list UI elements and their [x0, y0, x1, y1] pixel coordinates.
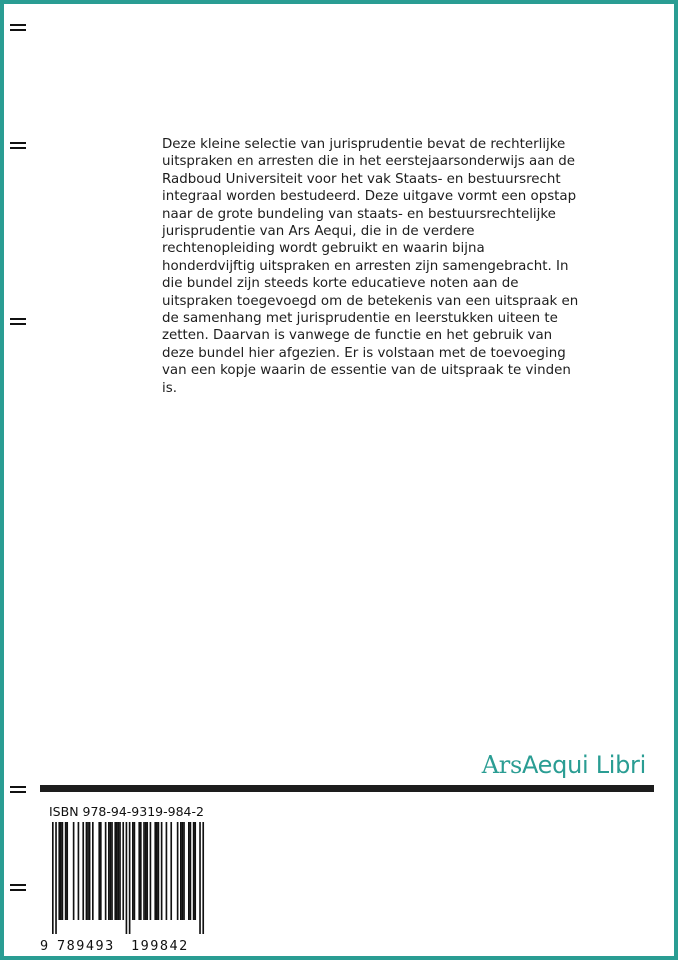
barcode-bar	[140, 822, 142, 920]
isbn-label: ISBN 978-94-9319-984-2	[49, 804, 204, 819]
barcode-bar	[138, 822, 140, 920]
blurb-line: jurisprudentie van Ars Aequi, die in de verdere	[162, 224, 475, 240]
barcode-bar	[105, 822, 107, 920]
blurb-line: die bundel zijn steeds korte educatieve noten aan de	[162, 276, 519, 292]
barcode-bar	[150, 822, 152, 920]
barcode-bar	[156, 822, 158, 920]
publisher-logo-libri: Aequi Libri	[521, 751, 646, 779]
barcode-bar	[199, 822, 201, 934]
blurb-line: is.	[162, 380, 177, 396]
barcode-bar	[52, 822, 54, 934]
barcode-bar	[194, 822, 196, 920]
barcode-bar	[62, 822, 64, 920]
blurb-line: Radboud Universiteit voor het vak Staats- en bestuursrecht	[162, 171, 561, 187]
barcode-bar	[58, 822, 60, 920]
barcode-bar	[65, 822, 67, 920]
blurb-line: naar de grote bundeling van staats- en bestuursrechtelijke	[162, 206, 556, 222]
barcode-bar	[146, 822, 148, 920]
barcode-bar	[86, 822, 88, 920]
barcode-bar	[180, 822, 182, 920]
barcode-bar	[190, 822, 192, 920]
crop-mark	[10, 142, 26, 149]
barcode-bar	[110, 822, 112, 920]
publisher-logo-ars: Ars	[481, 751, 522, 779]
barcode-bar	[170, 822, 172, 920]
blurb-line: uitspraken toegevoegd om de betekenis van een uitspraak en	[162, 293, 579, 309]
barcode-bar	[182, 822, 184, 920]
barcode-bar	[78, 822, 80, 920]
blurb-line: uitspraken en arresten die in het eerstejaarsonderwijs aan de	[162, 154, 575, 170]
barcode-bar	[100, 822, 102, 920]
barcode-bar	[118, 822, 120, 920]
barcode-bar	[202, 822, 204, 934]
blurb-line: zetten. Daarvan is vanwege de functie en het gebruik van	[162, 328, 553, 344]
barcode-bar	[60, 822, 62, 920]
blurb-line: van een kopje waarin de essentie van de uitspraak te vinden	[162, 363, 571, 379]
barcode-bar	[73, 822, 75, 920]
barcode-bar	[177, 822, 179, 920]
barcode-bar	[122, 822, 124, 920]
crop-mark	[10, 24, 26, 31]
barcode-bar	[188, 822, 190, 920]
crop-mark	[10, 318, 26, 325]
blurb-line: integraal worden bestudeerd. Deze uitgave vormt een opstap	[162, 189, 577, 205]
barcode-bar	[145, 822, 147, 920]
barcode-bar	[183, 822, 185, 920]
barcode-bar	[166, 822, 168, 920]
publisher-logo	[482, 751, 646, 779]
barcode-bar	[82, 822, 84, 920]
barcode-bar	[132, 822, 134, 920]
horizontal-rule	[40, 785, 654, 792]
barcode-bar	[89, 822, 91, 920]
barcode-bar	[193, 822, 195, 920]
barcode-bar	[108, 822, 110, 920]
blurb-line: honderdvijftig uitspraken en arresten zijn samengebracht. In	[162, 258, 569, 274]
barcode-bar	[143, 822, 145, 920]
barcode-bar	[87, 822, 89, 920]
barcode-lead-digit: 9	[40, 938, 50, 954]
blurb-line: Deze kleine selectie van jurisprudentie bevat de rechterlijke	[162, 137, 566, 152]
barcode-bar	[98, 822, 100, 920]
barcode-right-digits: 199842	[131, 938, 189, 954]
barcode-bar	[55, 822, 57, 934]
barcode-bar	[161, 822, 163, 920]
barcode-bar	[92, 822, 94, 920]
barcode-bar	[129, 822, 131, 934]
blurb-line: de samenhang met jurisprudentie en leerstukken uiteen te	[162, 311, 558, 327]
barcode-bar	[154, 822, 156, 920]
crop-mark	[10, 884, 26, 891]
back-cover-blurb	[162, 136, 579, 397]
crop-mark	[10, 786, 26, 793]
barcode-bar	[158, 822, 160, 920]
barcode-bar	[126, 822, 128, 934]
barcode-bar	[134, 822, 136, 920]
blurb-line: rechtenopleiding wordt gebruikt en waarin bijna	[162, 241, 485, 257]
blurb-line: deze bundel hier afgezien. Er is volstaan met de toevoeging	[162, 345, 566, 361]
barcode-left-digits: 789493	[57, 938, 115, 954]
barcode-bar	[111, 822, 113, 920]
barcode-bar	[119, 822, 121, 920]
barcode-bar	[66, 822, 68, 920]
barcode-bar	[114, 822, 116, 920]
barcode-bar	[116, 822, 118, 920]
barcode-bars	[36, 822, 208, 938]
barcode	[36, 822, 208, 952]
